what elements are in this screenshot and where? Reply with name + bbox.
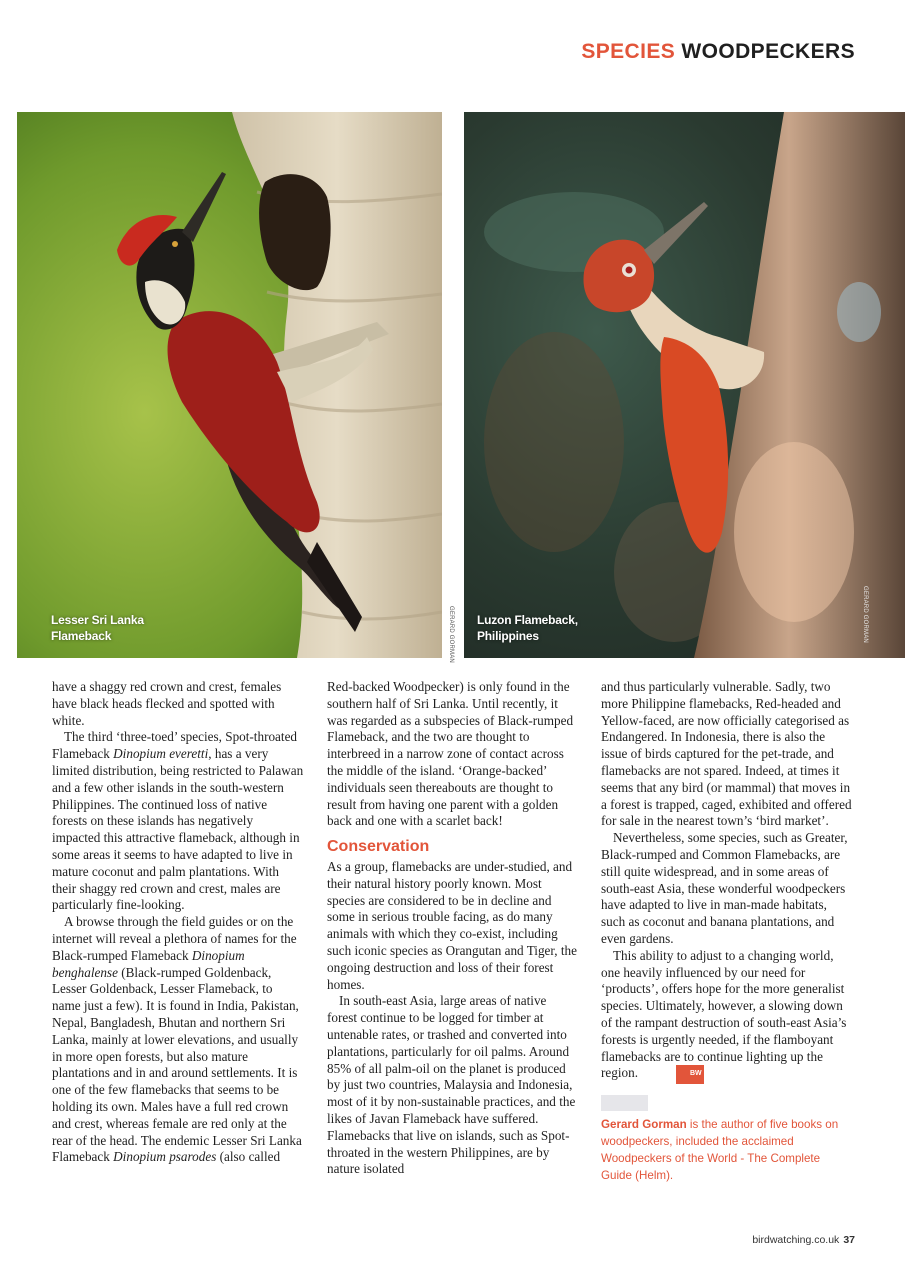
page-header [581, 40, 855, 64]
article-column-1 [52, 679, 304, 1166]
paragraph: have a shaggy red crown and crest, females have black heads flecked and spotted with white. [52, 679, 282, 728]
paragraph: As a group, flamebacks are under-studied, and their natural history poorly known. Most species are considered to be in decline and some in serious trouble facing, as do many animals with which they co-exist, including such iconic species as Orangutan and Tiger, the ongoing destruction and loss of their forest homes. [327, 858, 577, 992]
article-column-2 [327, 679, 579, 1178]
paragraph: Red-backed Woodpecker) is only found in the southern half of Sri Lanka. Until recently, it was regarded as a subspecies of Black-rumped Flameback, and the two are thought to interbreed in a narrow zone of contact across the middle of the island. ‘Orange-backed’ individuals seen thereabouts are thought to result from having one parent with a golden back and one with a scarlet back! [327, 679, 574, 829]
woodpecker-illustration-left [17, 112, 442, 658]
photo-luzon-flameback [464, 112, 905, 658]
paragraph: The third ‘three-toed’ species, Spot-throated Flameback Dinopium everetti, has a very limited distribution, being restricted to Palawan and a few other islands in the south-western Philippines. The continued loss of native forests on these islands has negatively impacted this attractive flameback, although in some areas it seems to have adapted to live in mature coconut and palm plantations. With their shaggy red crown and crest, males are particularly fine-looking. [52, 729, 304, 913]
caption-line: Luzon Flameback, [477, 613, 578, 627]
section-label: SPECIES [581, 40, 676, 63]
caption-line: Lesser Sri Lanka [51, 613, 144, 627]
photo-lesser-sri-lanka-flameback [17, 112, 442, 658]
photo-caption-left [51, 612, 144, 644]
end-mark-badge: BW [676, 1065, 704, 1084]
caption-line: Flameback [51, 629, 112, 643]
page-footer [752, 1234, 855, 1246]
paragraph: Nevertheless, some species, such as Greater, Black-rumped and Common Flamebacks, are still quite widespread, and in some areas of south-east Asia, these wonderful woodpeckers have adapted to live in man-made habitats, such as coconut and banana plantations, and even gardens. [601, 830, 848, 946]
photo-caption-right [477, 612, 578, 644]
paragraph: and thus particularly vulnerable. Sadly, two more Philippine flamebacks, Red-headed and Yellow-faced, are now officially categorised as Endangered. In Indonesia, there is also the issue of birds captured for the pet-trade, and flamebacks are not spared. Indeed, at times it seems that any bird (or mammal) that moves in a forest is trapped, caged, exhibited and offered for sale in the nearest town’s ‘bird market’. [601, 679, 852, 829]
author-name: Gerard Gorman [601, 1118, 687, 1132]
paragraph: A browse through the field guides or on the internet will reveal a plethora of names for the Black-rumped Flameback Dinopium benghalense (Black-rumped Goldenback, Lesser Goldenback, Lesser Flameback, to name just a few). It is found in India, Pakistan, Nepal, Bangladesh, Bhutan and northern Sri Lanka, mainly at lower elevations, and usually in more open forests, but also mature plantations and in and around settlements. It is one of the few flamebacks that seems to be holding its own. Males have a full red crown and crest, whereas female are red only at the rear of the head. The endemic Lesser Sri Lanka Flameback Dinopium psarodes (also called [52, 914, 302, 1165]
photo-credit-left: GERARD GORMAN [448, 606, 454, 663]
author-bio: Gerard Gorman is the author of five books on woodpeckers, included the acclaimed Woodpeckers of the World - The Complete Guide (Helm). [601, 1118, 839, 1182]
woodpecker-illustration-right [464, 112, 905, 658]
paragraph: This ability to adjust to a changing world, one heavily influenced by our need for ‘products’, offers hope for the more generalist species. Ultimately, however, a slowing down of the rampant destruction of south-east Asia’s forests is urgently needed, if the flamboyant flamebacks are to continue lighting up the region. BW [601, 948, 853, 1084]
article-column-3 [601, 679, 853, 1184]
bio-divider [601, 1095, 648, 1111]
conservation-heading: Conservation [327, 838, 430, 856]
photo-credit-right: GERARD GORMAN [862, 586, 868, 643]
website-label: birdwatching.co.uk [752, 1234, 840, 1246]
caption-line: Philippines [477, 629, 539, 643]
paragraph: In south-east Asia, large areas of native forest continue to be logged for timber at untenable rates, or trashed and converted into plantations, particularly for oil palms. Around 85% of all palm-oil on the planet is produced by just two countries, Malaysia and Indonesia, most of it by non-sustainable practices, and the likes of Javan Flameback have suffered. Flamebacks that live on islands, such as Spot-throated in the western Philippines, are by nature isolated [327, 993, 576, 1177]
topic-label: WOODPECKERS [681, 40, 855, 63]
page-number: 37 [843, 1234, 855, 1246]
